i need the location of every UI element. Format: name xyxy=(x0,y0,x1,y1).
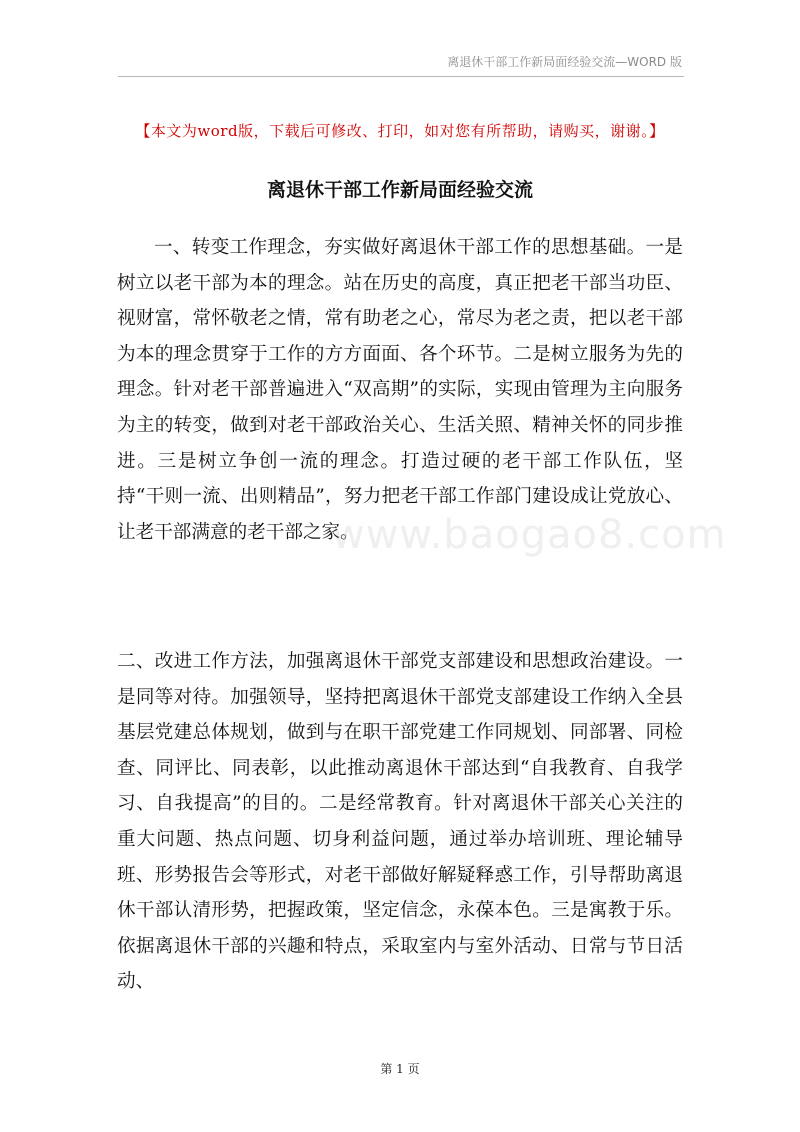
running-header: 离退休干部工作新局面经验交流—WORD 版 xyxy=(447,55,682,69)
watermark: www.baogao8.com xyxy=(332,512,727,558)
page-number: 第 1 页 xyxy=(380,1062,420,1076)
paragraph-2: 二、改进工作方法，加强离退休干部党支部建设和思想政治建设。一是同等对待。加强领导，坚持把离退休干部党支部建设工作纳入全县基层党建总体规划，做到与在职干部党建工作同规划、同部署、同检查、同评比、同表彰，以此推动离退休干部达到“自我教育、自我学习、自我提高”的目的。二是经常教育。针对离退休干部关心关注的重大问题、热点问题、切身利益问题，通过举办培训班、理论辅导班、形势报告会等形式，对老干部做好解疑释惑工作，引导帮助离退休干部认清形势，把握政策，坚定信念，永葆本色。三是寓教于乐。依据离退休干部的兴趣和特点，采取室内与室外活动、日常与节日活动、 xyxy=(117,651,683,993)
download-notice: 【本文为word版，下载后可修改、打印，如对您有所帮助，请购买，谢谢。】 xyxy=(135,122,665,140)
document-title: 离退休干部工作新局面经验交流 xyxy=(266,179,533,201)
paragraph-1: 一、转变工作理念，夯实做好离退休干部工作的思想基础。一是树立以老干部为本的理念。站在历史的高度，真正把老干部当功臣、视财富，常怀敬老之情，常有助老之心，常尽为老之责，把以老干部为本的理念贯穿于工作的方方面面、各个环节。二是树立服务为先的理念。针对老干部普遍进入“双高期”的实际，实现由管理为主向服务为主的转变，做到对老干部政治关心、生活关照、精神关怀的同步推进。三是树立争创一流的理念。打造过硬的老干部工作队伍，坚持“干则一流、出则精品”，努力把老干部工作部门建设成让党放心、让老干部满意的老干部之家。 xyxy=(117,237,683,543)
header-divider xyxy=(118,76,684,77)
